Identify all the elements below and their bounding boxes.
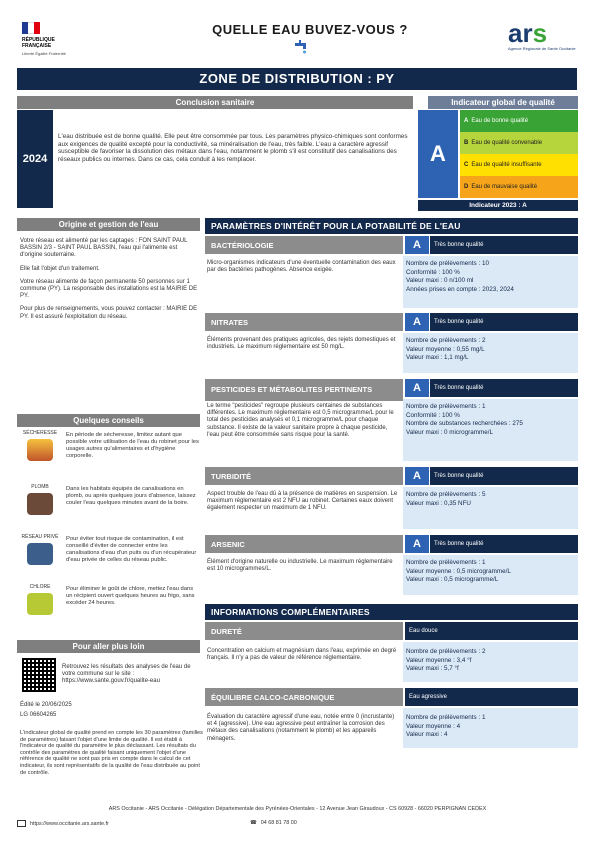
origin-paragraph: Votre réseau est alimenté par les captages : FON SAINT PAUL BASSIN 2/3 - SAINT PAUL BASSIN, l'eau qui l'alimente est d'origine souterraine. [20, 238, 188, 259]
french-flag-icon [22, 22, 40, 34]
tip-label: CHLORE [29, 584, 51, 590]
legend-row-c: C Eau de qualité insuffisante [460, 154, 578, 176]
republic-name: RÉPUBLIQUE FRANÇAISE [22, 37, 55, 49]
phone-icon: ☎ [250, 820, 257, 826]
quality-legend [460, 110, 578, 198]
origin-paragraph: Elle fait l'objet d'un traitement. [20, 265, 100, 272]
more-heading: Pour aller plus loin [17, 640, 200, 653]
tips-heading: Quelques conseils [17, 414, 200, 427]
param-description: Le terme "pesticides" regroupe plusieurs centaines de substances différentes. Le maximum réglementaire est 0,5 microgramme/L pour le total des pesticides analysés et 0,1 microgramme/L pour chaque substance. Il existe de la valeur sanitaire propre à chaque pesticide, l'eau peut être consommée sans risque pour la santé. [207, 403, 394, 438]
indicator-heading: Indicateur global de qualité [428, 96, 578, 109]
info-quality: Eau agressive [405, 688, 578, 706]
info-stat: Valeur moyenne : 4 [406, 722, 461, 730]
conclusion-year: 2024 [17, 110, 53, 208]
indicator-grade: A [418, 110, 458, 198]
param-title: TURBIDITÉ [205, 467, 403, 485]
param-stat: Valeur maxi : 0 microgramme/L [406, 428, 494, 436]
param-grade: A [405, 535, 429, 553]
more-text: Retrouvez les résultats des analyses de l'eau de votre commune sur le site : https://www.sante.gouv.fr/qualite-eau [62, 664, 191, 685]
param-stats [403, 555, 578, 595]
param-grade: A [405, 467, 429, 485]
param-stat: Valeur maxi : 1,1 mg/L [406, 354, 469, 361]
website-icon [17, 820, 26, 827]
legend-row-d: D Eau de mauvaise qualité [460, 176, 578, 198]
param-stat: Valeur maxi : 0,35 NFU [406, 499, 471, 507]
ars-logo-text: ars [508, 18, 548, 48]
param-grade: A [405, 379, 429, 397]
param-stat: Nombre de prélèvements : 1 [406, 403, 486, 410]
tip-label: PLOMB [31, 484, 49, 490]
footer-address: ARS Occitanie - ARS Occitanie - Délégation Départementale des Pyrénées-Orientales - 12 Avenue Jean Giraudoux - CS 60928 - 66020 PERPIGNAN CEDEX [108, 806, 487, 812]
param-title: PESTICIDES ET MÉTABOLITES PERTINENTS [205, 379, 403, 401]
tip-text: En période de sécheresse, limitez autant que possible votre utilisation de l'eau du robinet pour les usages autres qu'alimentaires et d'hygiène corporelle. [66, 432, 199, 459]
footer-phone: 04 68 81 78 00 [260, 820, 297, 826]
info-description: Évaluation du caractère agressif d'une eau, notée entre 0 (incrustante) et 4 (agressive). Une eau agressive peut entraîner la corrosion des métaux des canalisations (notamment le plomb) et les appareils ménagers. [207, 714, 395, 742]
ars-subtitle: Agence Régionale de Santé Occitanie [508, 46, 576, 51]
param-quality: Très bonne qualité [430, 313, 578, 331]
info-stat: Valeur maxi : 5,7 °f [406, 665, 459, 672]
param-stat: Valeur moyenne : 0,5 microgramme/L [406, 567, 511, 575]
param-title: BACTÉRIOLOGIE [205, 236, 403, 254]
info-stats [403, 642, 578, 682]
origin-paragraph: Pour plus de renseignements, vous pouvez contacter : MAIRIE DE PY. Il est assuré l'exploitation du réseau. [20, 306, 198, 320]
water-tap-icon [294, 40, 308, 54]
legend-row-a: A Eau de bonne qualité [460, 110, 578, 132]
indicator-footer: Indicateur 2023 : A [418, 200, 578, 211]
tip-label: SÉCHERESSE [22, 430, 58, 436]
sun-drought-icon [27, 439, 53, 461]
info-stats [403, 708, 578, 748]
origin-paragraph: Votre réseau alimente de façon permanente 50 personnes sur 1 commune (PY). La responsable des installations est la MAIRIE DE PY. [20, 278, 198, 300]
param-description: Éléments provenant des pratiques agricoles, des rejets domestiques et industriels. Le maximum réglementaire est 50 mg/L. [207, 337, 396, 351]
param-quality: Très bonne qualité [430, 379, 578, 397]
page-title: QUELLE EAU BUVEZ-VOUS ? [212, 22, 408, 37]
param-description: Micro-organismes indicateurs d'une éventuelle contamination des eaux par des bactéries pathogènes. Absence exigée. [207, 260, 396, 274]
param-grade: A [405, 236, 429, 254]
info-stat: Valeur maxi : 4 [406, 731, 448, 738]
param-stats [403, 399, 578, 461]
param-grade: A [405, 313, 429, 331]
ars-logo [508, 20, 578, 51]
info-title: ÉQUILIBRE CALCO-CARBONIQUE [205, 688, 403, 706]
footer-website-row [17, 820, 217, 827]
info-stat: Nombre de prélèvements : 2 [406, 648, 486, 655]
param-quality: Très bonne qualité [430, 236, 578, 254]
origin-heading: Origine et gestion de l'eau [17, 218, 200, 231]
tip-chlorine [18, 584, 200, 634]
param-stat: Valeur maxi : 0 n/100 ml [406, 277, 474, 284]
tip-drought [18, 430, 200, 480]
tip-text: Pour éviter tout risque de contamination, il est conseillé d'éviter de connecter entre les canalisations d'eau d'un puits ou d'un récupérateur d'eau privée de celles du réseau public. [66, 536, 197, 563]
param-stat: Valeur moyenne : 0,55 mg/L [406, 345, 485, 353]
legend-row-b: B Eau de qualité convenable [460, 132, 578, 154]
param-stats [403, 256, 578, 308]
tip-private-network [18, 534, 200, 584]
param-quality: Très bonne qualité [430, 535, 578, 553]
info-heading: INFORMATIONS COMPLÉMENTAIRES [205, 604, 578, 620]
reference-code: LG 06604265 [20, 712, 57, 718]
param-stats [403, 333, 578, 373]
tip-lead [18, 484, 200, 534]
param-description: Élément d'origine naturelle ou industrielle. Le maximum réglementaire est 10 microgrammes/L. [207, 559, 393, 573]
param-stat: Nombre de substances recherchées : 275 [406, 420, 523, 427]
info-quality: Eau douce [405, 622, 578, 640]
params-heading: PARAMÈTRES D'INTÉRÊT POUR LA POTABILITÉ DE L'EAU [205, 218, 578, 234]
tip-text: Dans les habitats équipés de canalisations en plomb, ou après quelques jours d'absence, laissez couler l'eau quelques minutes avant de la boire. [66, 486, 196, 506]
param-stat: Nombre de prélèvements : 2 [406, 337, 486, 344]
zone-title: ZONE DE DISTRIBUTION : PY [17, 68, 577, 90]
republic-motto: Liberté Égalité Fraternité [22, 51, 66, 56]
param-title: ARSENIC [205, 535, 403, 553]
conclusion-heading: Conclusion sanitaire [17, 96, 413, 109]
footer-phone-row [250, 820, 400, 826]
param-stat: Valeur maxi : 0,5 microgramme/L [406, 576, 499, 583]
info-stat: Nombre de prélèvements : 1 [406, 714, 486, 721]
info-title: DURETÉ [205, 622, 403, 640]
info-description: Concentration en calcium et magnésium dans l'eau, exprimée en degré français. Il n'y a pas de valeur de référence réglementaire. [207, 648, 397, 662]
param-stat: Nombre de prélèvements : 5 [406, 491, 486, 498]
republique-francaise-logo [22, 22, 78, 56]
edited-date: Édité le 20/06/2025 [20, 702, 72, 708]
tip-label: RÉSEAU PRIVÉ [21, 534, 59, 540]
tip-text: Pour éliminer le goût de chlore, mettez l'eau dans un récipient ouvert quelques heures au frigo, sans excéder 24 heures. [66, 586, 195, 606]
param-stats [403, 487, 578, 529]
origin-body [20, 238, 200, 321]
footer-website[interactable]: https://www.occitanie.ars.sante.fr [30, 820, 109, 827]
indicator-note: L'indicateur global de qualité prend en compte les 30 paramètres (familles de paramètres) faisant l'objet d'une limite de qualité. Il est établi à l'indicateur de qualité du paramètre le plus déclassant. Les résultats du contrôle des paramètres de qualité faisant uniquement l'objet d'une référence de qualité ne sont pas pris en compte dans le calcul de cet indicateur, ils sont représentatifs de la qualité de l'eau distribuée au point de contrôle. [20, 730, 203, 776]
param-stat: Conformité : 100 % [406, 268, 460, 276]
well-icon [27, 543, 53, 565]
conclusion-text: L'eau distribuée est de bonne qualité. Elle peut être consommée par tous. Les paramètres physico-chimiques sont conformes aux exigences de qualité excepté pour la conductivité, sa minéralisation de l'eau, très faible. L'eau a caractère agressif susceptible de favoriser la dissolution des métaux dans l'eau, notamment le plomb s'il est constitutif des canalisations des réseaux publics ou internes. Dans ce cas, cela conduit à les remplacer. [58, 133, 408, 163]
param-stat: Nombre de prélèvements : 10 [406, 260, 489, 267]
param-description: Aspect trouble de l'eau dû à la présence de matières en suspension. Le maximum réglementaire est 2 NFU au robinet. Certaines eaux doivent également respecter un maximum de 1 NFU. [207, 491, 398, 512]
param-stat: Nombre de prélèvements : 1 [406, 559, 486, 566]
param-stat: Conformité : 100 % [406, 411, 460, 419]
pipe-icon [27, 493, 53, 515]
info-stat: Valeur moyenne : 3,4 °f [406, 656, 472, 664]
param-stat: Années prises en compte : 2023, 2024 [406, 285, 514, 293]
qr-code-icon[interactable] [22, 658, 56, 692]
param-quality: Très bonne qualité [430, 467, 578, 485]
chlorine-bottle-icon [27, 593, 53, 615]
param-title: NITRATES [205, 313, 403, 331]
